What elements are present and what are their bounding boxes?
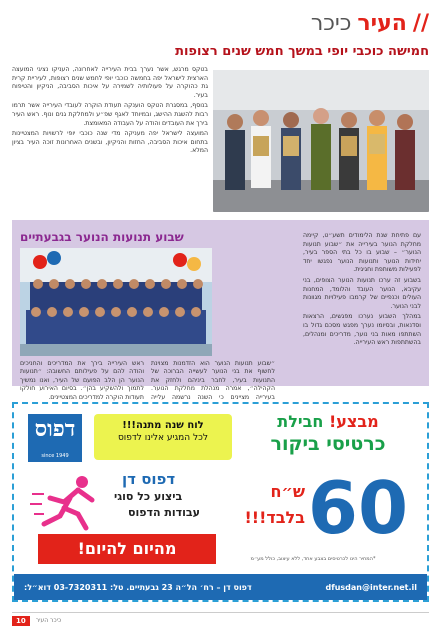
contact-email[interactable]: dfusdan@inter.net.il (325, 582, 417, 592)
article2-col-right: ״שבוע תנועות הנוער הוא הזדמנות מצוינת לחשוף את בני הנוער לעשייה הברוכה של התנועות בעיר, לחבר ביניהם ולחזק את הקהילה״, אמרה מנהלת מחלקת הנוער. בעירייה מציינים כי השנה נרשמה עלייה (151, 360, 275, 401)
same-day-banner: מהיום להיום! (38, 534, 216, 564)
youth-group-photo (20, 248, 212, 356)
article1-title: חמישה כוכבי יופי במשך חמש שנים רצופות (175, 44, 429, 59)
gift-line1: לוח שנה מתנה!!! (122, 420, 204, 431)
article2-col-left: ראש העירייה בירך את המדריכים והחניכים והודה להם על פעילותם החשובה: ״תנועות הנוער הן הלב הפועם של העיר, ואנו נמשיך לתמוך ולהשקיע בהן״. בסיום האירוע חולקו תעודות הוקרה למדריכים המצטיינים. (20, 360, 144, 401)
print-shop-logo (28, 414, 82, 462)
article2-paragraph: במהלך השבוע נערכו מפגשים, הרצאות וסדנאות, ובסיומו נערך מפגש מסכם גדול בו השתתפו מאות בני נוער, מדריכים ומנהלים, בהשתתפות ראש העירייה. (303, 313, 421, 347)
article2-title: שבוע תנועות הנוער בגבעתיים (20, 230, 184, 244)
package-label: חבילת (277, 412, 324, 431)
magazine-name: כיכר העיר (35, 617, 62, 624)
article1-paragraph: בטקס מרגש, אשר נערך בבית העירייה לאחרונה, העניקו נציגי המועצה הארצית לישראל יפה בחמשה כוכבי יופי לחמש שנים רצופות, לעיריית קרית גת כהוקרה על פעולותיה לשמירה על איכות הסביבה, הניקיון והטיפוח בעיר. (12, 66, 208, 99)
section-header (12, 10, 429, 36)
logo-subtext: since 1949 (41, 453, 69, 459)
business-name: דפוס דן (122, 470, 176, 488)
contact-address: דפוס דן – רח׳ הל״ה 23 גבעתיים. טל: 03-7320311 דוא״ל: (24, 582, 252, 592)
article2-paragraph: בשבוע זה ערכו תנועות הנוער הצופים, בני עקיבא, הנוער העובד והלומד, המחנות העולים וכנפיים של קרמבו פעילויות מגוונות לבני הנוער. (303, 276, 421, 310)
business-cards-label: כרטיסי ביקור (270, 433, 386, 455)
article1-body (12, 66, 208, 206)
ad-fine-print: *המחיר הינו לכרטיסים בצבע אחד, ללא עיצוב, כולל מע״מ (250, 556, 376, 562)
article1-paragraph: בנוסף, במסגרת הטקס הוענקה תעודת הוקרה לעובדי העירייה אשר תרמו רבות להשגת ההישג, ובמיוחד לאגף שפ״ע ולמחלקת גנים ונוף. ראש העיר בירך את העובדים והודה על העבודה המאומצת. (12, 102, 208, 127)
price-only-label: בלבד!!! (244, 508, 305, 527)
article2-side-text (303, 232, 421, 350)
service-line1: ביצוע כל סוגי (114, 490, 183, 503)
section-name-red: העיר (357, 10, 407, 36)
page-footer (12, 612, 429, 628)
gift-banner (94, 414, 232, 460)
page-number: 10 (12, 616, 30, 626)
section-name: כיכר (310, 10, 352, 36)
sale-label: מבצע! (328, 412, 379, 431)
price-currency: ש״ח (270, 482, 305, 501)
article2-paragraph: עם פתיחת שנת הלימודים תשע״ט, קיימה מחלקת הנוער בעירייה את ״שבוע תנועות הנוער״ – שבוע בו כל בתי הספר בעיר, יחידות הנוער ותנועות הנוער נפגשו יחד לפעילות משותפת וחגיגית. (303, 232, 421, 274)
sale-heading (243, 412, 413, 455)
ad-contact-bar (14, 574, 427, 600)
award-ceremony-photo (213, 70, 429, 212)
section-slashes: // (412, 10, 429, 36)
price-value: 60 (307, 466, 409, 550)
logo-text: דפוס (34, 416, 76, 442)
article1-paragraph: המועצה לישראל יפה מעניקה מדי שנה כוכבי יופי לרשויות המצטיינות בתחום איכות הסביבה, החזות והניקיון, ובשנים האחרונות זוכה העיר בציון המלא. (12, 130, 208, 155)
service-line2: עבודות הדפוס (128, 506, 200, 519)
gift-line2: לכל המגיע אלינו לדפוס (117, 433, 209, 443)
print-shop-ad (12, 402, 429, 602)
runner-icon (30, 474, 102, 532)
